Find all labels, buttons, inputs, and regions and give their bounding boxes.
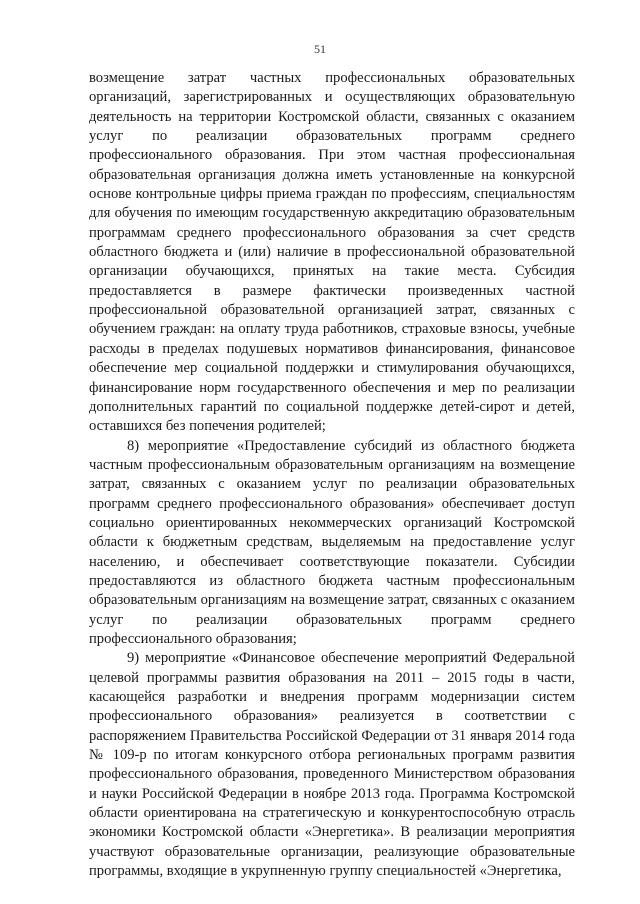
- page-number: 51: [314, 42, 326, 56]
- document-body: [89, 69, 575, 881]
- paragraph-item-9: 9) мероприятие «Финансовое обеспечение мероприятий Федеральной целевой программы развития образования на 2011 – 2015 годы в части, касающейся разработки и внедрения программ модернизации систем профессионального образования» реализуется в соответствии с распоряжением Правительства Российской Федерации от 31 января 2014 года № 109-р по итогам конкурсного отбора региональных программ развития профессионального образования, проведенного Министерством образования и науки Российской Федерации в ноябре 2013 года. Программа Костромской области ориентирована на стратегическую и конкурентоспособную отрасль экономики Костромской области «Энергетика». В реализации мероприятия участвуют образовательные организации, реализующие образовательные программы, входящие в укрупненную группу специальностей «Энергетика,: [89, 650, 575, 880]
- paragraph-item-8: 8) мероприятие «Предоставление субсидий из областного бюджета частным профессиональным образовательным организациям на возмещение затрат, связанных с оказанием услуг по реализации образовательных программ среднего профессионального образования» обеспечивает доступ социально ориентированных некоммерческих организаций Костромской области к бюджетным средствам, выделяемым на предоставление услуг населению, и обеспечивает соответствующие показатели. Субсидии предоставляются из областного бюджета частным профессиональным образовательным организациям на возмещение затрат, связанных с оказанием услуг по реализации образовательных программ среднего профессионального образования;: [89, 437, 575, 647]
- paragraph-continuation: возмещение затрат частных профессиональных образовательных организаций, зарегистрированных и осуществляющих образовательную деятельность на территории Костромской области, связанных с оказанием услуг по реализации образовательных программ среднего профессионального образования. При этом частная профессиональная образовательная организация должна иметь установленные на конкурсной основе контрольные цифры приема граждан по профессиям, специальностям для обучения по имеющим государственную аккредитацию образовательным программам среднего профессионального образования за счет средств областного бюджета и (или) наличие в профессиональной образовательной организации обучающихся, принятых на такие места. Субсидия предоставляется в размере фактически произведенных частной профессиональной образовательной организацией затрат, связанных с обучением граждан: на оплату труда работников, страховые взносы, учебные расходы в пределах подушевых нормативов финансирования, финансовое обеспечение мер социальной поддержки и стимулирования обучающихся, финансирование норм государственного обеспечения и мер по реализации дополнительных гарантий по социальной поддержке детей-сирот и детей, оставшихся без попечения родителей;: [89, 70, 575, 435]
